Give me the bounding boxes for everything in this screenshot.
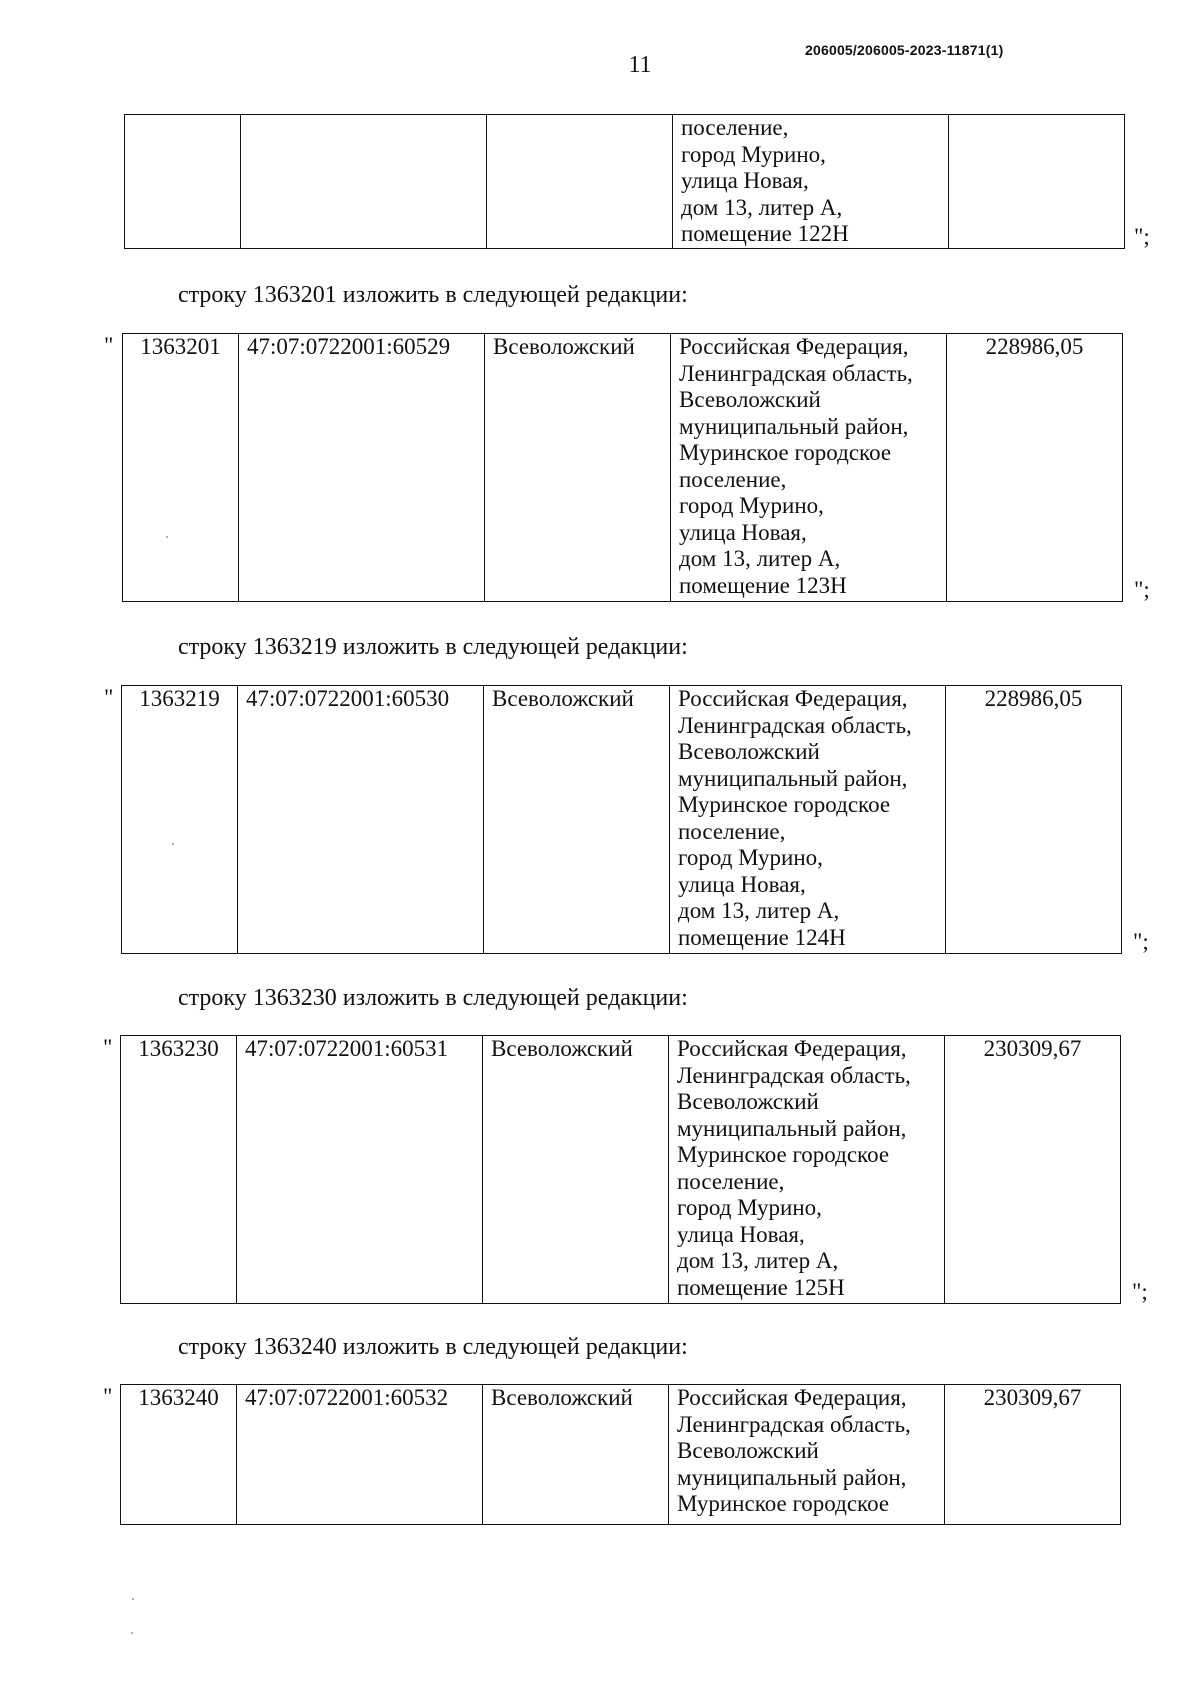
cell-district: Всеволожский xyxy=(483,1385,669,1525)
cell-address xyxy=(673,115,949,249)
address-line: улица Новая, xyxy=(677,1221,805,1247)
address-line: город Мурино, xyxy=(677,1195,822,1220)
address-line: Всеволожский xyxy=(678,739,820,764)
address-line: муниципальный район, xyxy=(678,765,908,791)
address-line: муниципальный район, xyxy=(679,413,909,439)
address-line: Муринское городское xyxy=(677,1491,890,1516)
section-instruction: строку 1363240 изложить в следующей редакции: xyxy=(178,1334,688,1360)
address-line: город Мурино, xyxy=(681,141,826,167)
scan-speck xyxy=(131,1632,133,1634)
entry-table xyxy=(122,333,1123,602)
cell-number xyxy=(125,115,241,249)
address-line: муниципальный район, xyxy=(677,1464,907,1490)
cell-value: 230309,67 xyxy=(945,1385,1121,1525)
address-line: дом 13, литер А, xyxy=(677,1248,839,1273)
entry-table xyxy=(121,685,1122,954)
address-line: поселение, xyxy=(681,115,789,140)
cell-number: 1363240 xyxy=(121,1385,237,1525)
cell-value: 228986,05 xyxy=(947,334,1123,602)
address-line: дом 13, литер А, xyxy=(681,194,843,220)
address-line: Муринское городское xyxy=(679,440,892,465)
closing-quote: "; xyxy=(1134,577,1150,602)
entry-table xyxy=(120,1384,1121,1525)
scan-speck xyxy=(172,843,174,845)
address-line: город Мурино, xyxy=(679,493,824,518)
address-line: Муринское городское xyxy=(677,1142,890,1167)
cell-number: 1363201 xyxy=(123,334,239,602)
section-instruction: строку 1363230 изложить в следующей редакции: xyxy=(178,985,688,1011)
address-line: Ленинградская область, xyxy=(677,1411,911,1437)
cell-value xyxy=(949,115,1125,249)
cell-address xyxy=(669,1036,945,1304)
cell-district: Всеволожский xyxy=(485,334,671,602)
cell-cadastral: 47:07:0722001:60529 xyxy=(239,334,485,602)
table-row xyxy=(121,1385,1121,1525)
cell-district xyxy=(487,115,673,249)
address-line: Российская Федерация, xyxy=(678,686,908,711)
cell-value: 228986,05 xyxy=(946,686,1122,954)
cell-address xyxy=(671,334,947,602)
document-code: 206005/206005-2023-11871(1) xyxy=(805,42,1004,58)
address-line: муниципальный район, xyxy=(677,1115,907,1141)
cell-number: 1363219 xyxy=(122,686,238,954)
page-number: 11 xyxy=(628,52,652,78)
cell-number: 1363230 xyxy=(121,1036,237,1304)
address-line: Российская Федерация, xyxy=(677,1036,907,1061)
cell-cadastral: 47:07:0722001:60530 xyxy=(238,686,484,954)
address-line: Ленинградская область, xyxy=(677,1062,911,1088)
cell-cadastral xyxy=(241,115,487,249)
entry-table xyxy=(120,1035,1121,1304)
address-line: Российская Федерация, xyxy=(677,1385,907,1410)
address-line: поселение, xyxy=(677,1168,785,1194)
closing-quote: "; xyxy=(1134,224,1150,249)
address-line: поселение, xyxy=(679,466,787,492)
opening-quote: " xyxy=(103,1035,113,1060)
continuation-table xyxy=(124,114,1125,249)
section-instruction: строку 1363201 изложить в следующей редакции: xyxy=(178,282,688,308)
scan-speck xyxy=(132,1598,134,1600)
table-row xyxy=(125,115,1125,249)
address-line: Муринское городское xyxy=(678,792,891,817)
address-line: Всеволожский xyxy=(679,387,821,412)
table-row xyxy=(121,1036,1121,1304)
closing-quote: "; xyxy=(1132,1279,1148,1304)
opening-quote: " xyxy=(103,1384,113,1409)
scan-speck xyxy=(166,536,168,538)
cell-address xyxy=(669,1385,945,1525)
address-line: Ленинградская область, xyxy=(679,360,913,386)
cell-cadastral: 47:07:0722001:60532 xyxy=(237,1385,483,1525)
address-line: Всеволожский xyxy=(677,1089,819,1114)
cell-cadastral: 47:07:0722001:60531 xyxy=(237,1036,483,1304)
address-line: помещение 125Н xyxy=(677,1274,845,1300)
address-line: улица Новая, xyxy=(678,871,806,897)
table-row xyxy=(123,334,1123,602)
address-line: дом 13, литер А, xyxy=(679,546,841,571)
section-instruction: строку 1363219 изложить в следующей редакции: xyxy=(178,634,688,660)
cell-district: Всеволожский xyxy=(483,1036,669,1304)
address-line: помещение 123Н xyxy=(679,572,847,598)
cell-district: Всеволожский xyxy=(484,686,670,954)
address-line: город Мурино, xyxy=(678,845,823,870)
address-line: Всеволожский xyxy=(677,1438,819,1463)
address-line: дом 13, литер А, xyxy=(678,898,840,923)
opening-quote: " xyxy=(104,685,114,710)
address-line: поселение, xyxy=(678,818,786,844)
table-row xyxy=(122,686,1122,954)
address-line: помещение 122Н xyxy=(681,221,849,246)
address-line: улица Новая, xyxy=(681,168,809,193)
closing-quote: "; xyxy=(1133,929,1149,954)
address-line: улица Новая, xyxy=(679,519,807,545)
cell-value: 230309,67 xyxy=(945,1036,1121,1304)
address-line: Российская Федерация, xyxy=(679,334,909,359)
address-line: Ленинградская область, xyxy=(678,712,912,738)
opening-quote: " xyxy=(104,333,114,358)
cell-address xyxy=(670,686,946,954)
address-line: помещение 124Н xyxy=(678,924,846,950)
